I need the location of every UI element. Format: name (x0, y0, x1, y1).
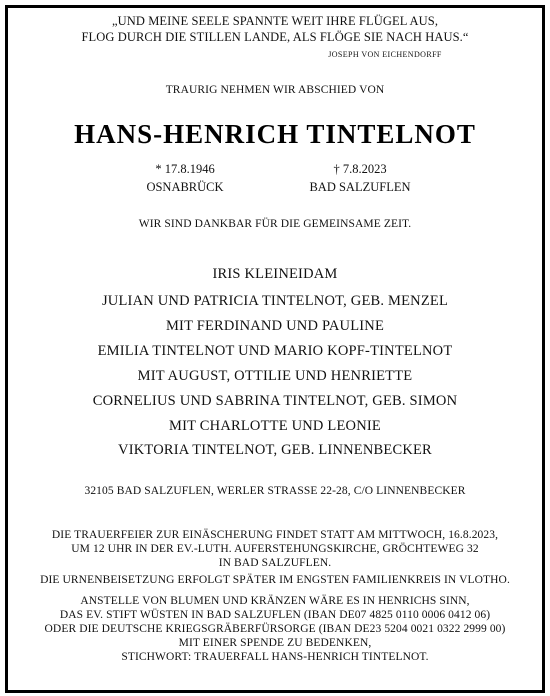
deceased-name: HANS-HENRICH TINTELNOT (74, 119, 476, 149)
mourner-line: MIT AUGUST, OTTILIE UND HENRIETTE (137, 368, 413, 384)
life-dates (0, 160, 550, 196)
mourner-line: CORNELIUS UND SABRINA TINTELNOT, GEB. SIMON (92, 393, 458, 409)
service-line: MIT EINER SPENDE ZU BEDENKEN, (178, 637, 372, 649)
mourner-line: VIKTORIA TINTELNOT, GEB. LINNENBECKER (118, 442, 432, 458)
service-line: ANSTELLE VON BLUMEN UND KRÄNZEN WÄRE ES IN HENRICHS SINN, (80, 595, 470, 607)
intro-text: TRAURIG NEHMEN WIR ABSCHIED VON (165, 84, 385, 96)
mourner-line: MIT FERDINAND UND PAULINE (165, 318, 385, 334)
birth-date: * 17.8.1946 (155, 162, 215, 176)
service-line: DAS EV. STIFT WÜSTEN IN BAD SALZUFLEN (IBAN DE07 4825 0110 0006 0412 06) (59, 609, 491, 621)
mourner-line: MIT CHARLOTTE UND LEONIE (169, 418, 381, 434)
mourner-line: EMILIA TINTELNOT UND MARIO KOPF-TINTELNOT (97, 343, 453, 359)
quote-line-2: FLOG DURCH DIE STILLEN LANDE, ALS FLÖGE SIE NACH HAUS.“ (81, 30, 469, 44)
death-info (290, 160, 430, 196)
thanks-text: WIR SIND DANKBAR FÜR DIE GEMEINSAME ZEIT. (138, 218, 412, 230)
mourner-line: IRIS KLEINEIDAM (212, 266, 338, 282)
death-date: † 7.8.2023 (333, 162, 387, 176)
quote-author: JOSEPH VON EICHENDORFF (328, 50, 442, 59)
service-line: DIE URNENBEISETZUNG ERFOLGT SPÄTER IM ENGSTEN FAMILIENKREIS IN VLOTHO. (40, 574, 510, 586)
birth-info (115, 160, 255, 196)
service-line: ODER DIE DEUTSCHE KRIEGSGRÄBERFÜRSORGE (IBAN DE23 5204 0021 0322 2999 00) (44, 623, 506, 635)
service-line: STICHWORT: TRAUERFALL HANS-HENRICH TINTELNOT. (121, 651, 429, 663)
service-line: UM 12 UHR IN DER EV.-LUTH. AUFERSTEHUNGSKIRCHE, GRÖCHTEWEG 32 (71, 543, 479, 555)
service-line: DIE TRAUERFEIER ZUR EINÄSCHERUNG FINDET STATT AM MITTWOCH, 16.8.2023, (51, 529, 499, 541)
death-place: BAD SALZUFLEN (309, 180, 411, 194)
birth-place: OSNABRÜCK (146, 180, 224, 194)
mourner-line: JULIAN UND PATRICIA TINTELNOT, GEB. MENZEL (101, 293, 449, 309)
quote-line-1: „UND MEINE SEELE SPANNTE WEIT IHRE FLÜGEL AUS, (111, 14, 439, 28)
service-line: IN BAD SALZUFLEN. (218, 557, 332, 569)
family-address: 32105 BAD SALZUFLEN, WERLER STRASSE 22-28, C/O LINNENBECKER (84, 485, 466, 497)
